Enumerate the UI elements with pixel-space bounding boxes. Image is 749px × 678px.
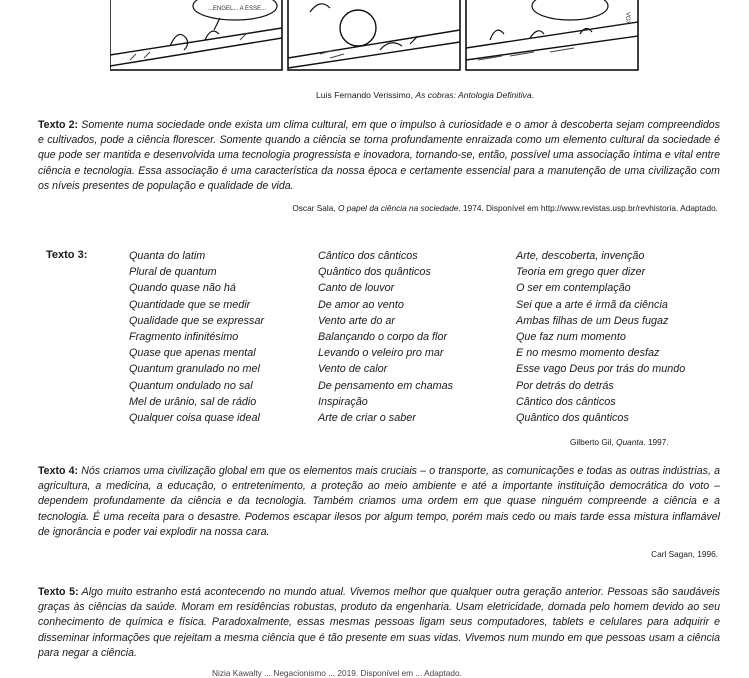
texto4-source: Carl Sagan, 1996. [651, 549, 718, 559]
poem-line: Esse vago Deus por trás do mundo [516, 363, 686, 376]
poem-line: Por detrás do detrás [516, 379, 614, 392]
credit-author: Luis Fernando Verissimo, [316, 90, 416, 100]
poem-line: O ser em contemplação [516, 282, 631, 295]
texto4-label: Texto 4: [38, 465, 79, 477]
texto4-paragraph [38, 464, 720, 540]
poem-line: Quando quase não há [129, 282, 236, 295]
comic-credit [316, 90, 534, 100]
texto5-body: Algo muito estranho está acontecendo no mundo atual. Vivemos melhor que qualquer outra geração anterior. Pessoas são saudáveis graças às ciências da saúde. Moram em residências robustas, produto da engenharia. Usam eletricidade, domada pelo homem devido ao seu conhecimento de química e física. Paradoxalmente, essas mesmas pessoas ligam seus computadores, tablets e celulares para adquirir e disseminar informações que rejeitam a mesma ciência que é tão presente em suas vidas. Vivemos num mundo em que pessoas usam a ciência para negar a ciência. [38, 586, 720, 659]
texto4-body: Nós criamos uma civilização global em que os elementos mais cruciais – o transporte, as comunicações e todas as outras indústrias, a agricultura, a medicina, a educação, o entretenimento, a proteção ao meio ambiente e até a importante instituição democrática do voto – dependem profundamente da ciência e da tecnologia. Também criamos uma ordem em que quase ninguém compreende a ciência e a tecnologia. É uma receita para o desastre. Podemos escapar ilesos por algum tempo, porém mais cedo ou mais tarde essa mistura inflamável de ignorância e poder vai explodir na nossa cara. [38, 465, 720, 538]
poem-line: Quantidade que se medir [129, 298, 251, 311]
poem-line: Balançando o corpo da flor [318, 330, 448, 343]
credit-work: As cobras: Antologia Definitiva [415, 90, 532, 100]
texto2-source [292, 203, 718, 213]
texto3-label: Texto 3: [46, 249, 88, 261]
texto5-source-cutoff: Nizia Kawalty ... Negacionismo ... 2019. Disponível em ... Adaptado. [212, 668, 462, 678]
poem-line: Vento arte do ar [318, 314, 396, 327]
poem-line: Fragmento infinitésimo [129, 330, 239, 343]
poem-line: Quantum granulado no mel [129, 363, 260, 376]
texto3-source-author: Gilberto Gil, [570, 437, 617, 447]
panel3-side-text: VOX [624, 12, 630, 25]
poem-line: Que faz num momento [516, 330, 626, 343]
texto3-source [570, 437, 669, 447]
credit-end: . [531, 90, 534, 100]
poem-line: Cântico dos cânticos [516, 395, 616, 408]
texto2-source-rest: . 1974. Disponível em http://www.revistas.usp.br/revhistoria. Adaptado. [458, 203, 718, 213]
texto3-source-work: Quanta [616, 437, 644, 447]
texto2-label: Texto 2: [38, 119, 79, 131]
poem-line: Quântico dos quânticos [516, 411, 629, 424]
poem-line: De pensamento em chamas [318, 379, 454, 392]
texto2-paragraph [38, 118, 720, 194]
poem-line: Arte de criar o saber [318, 411, 416, 424]
poem-line: Levando o veleiro pro mar [318, 347, 444, 360]
texto2-source-author: Oscar Sala, [292, 203, 338, 213]
poem-line: Canto de louvor [318, 282, 395, 295]
poem-line: Inspiração [318, 395, 368, 408]
comic-drawing [110, 0, 640, 72]
texto3-column-2 [318, 248, 453, 426]
poem-line: Mel de urânio, sal de rádio [129, 395, 257, 408]
poem-line: Ambas filhas de um Deus fugaz [516, 314, 669, 327]
poem-line: Plural de quantum [129, 266, 217, 279]
poem-line: Quanta do latim [129, 250, 206, 262]
poem-line: Cântico dos cânticos [318, 250, 418, 262]
poem-line: Sei que a arte é irmã da ciência [516, 298, 668, 311]
poem-line: Quase que apenas mental [129, 347, 256, 360]
texto3-column-1 [129, 248, 264, 426]
texto2-source-work: O papel da ciência na sociedade [337, 203, 459, 213]
poem-line: De amor ao vento [318, 298, 404, 311]
poem-line: Quântico dos quânticos [318, 266, 431, 279]
texto5-paragraph [38, 585, 720, 661]
comic-strip [110, 0, 640, 72]
poem-line: Teoria em grego quer dizer [516, 266, 646, 279]
poem-line: Arte, descoberta, invenção [516, 250, 645, 262]
poem-line: Quantum ondulado no sal [129, 379, 253, 392]
texto2-body: Somente numa sociedade onde exista um clima cultural, em que o impulso à curiosidade e o amor à descoberta sejam compreendidos e cultivados, pode a ciência florescer. Somente quando a ciência se torna profundamente enraizada como um elemento cultural da sociedade é que pode ser mantida e desenvolvida uma tecnologia progressista e inovadora, tornando-se, então, possível uma associação íntima e vital entre ciência e tecnologia. Essa associação é uma característica da nossa época e certamente essencial para a manutenção de uma civilização com os níveis presentes de população e qualidade de vida. [38, 119, 720, 192]
poem-line: E no mesmo momento desfaz [516, 347, 660, 360]
poem-line: Qualquer coisa quase ideal [129, 411, 260, 424]
texto3-source-rest: . 1997. [643, 437, 669, 447]
texto3-column-3 [516, 248, 685, 426]
texto5-label: Texto 5: [38, 586, 79, 598]
poem-line: Qualidade que se expressar [129, 314, 265, 327]
panel1-speech: ...ENGEL... A ESSE... [208, 6, 267, 12]
poem-line: Vento de calor [318, 363, 388, 376]
